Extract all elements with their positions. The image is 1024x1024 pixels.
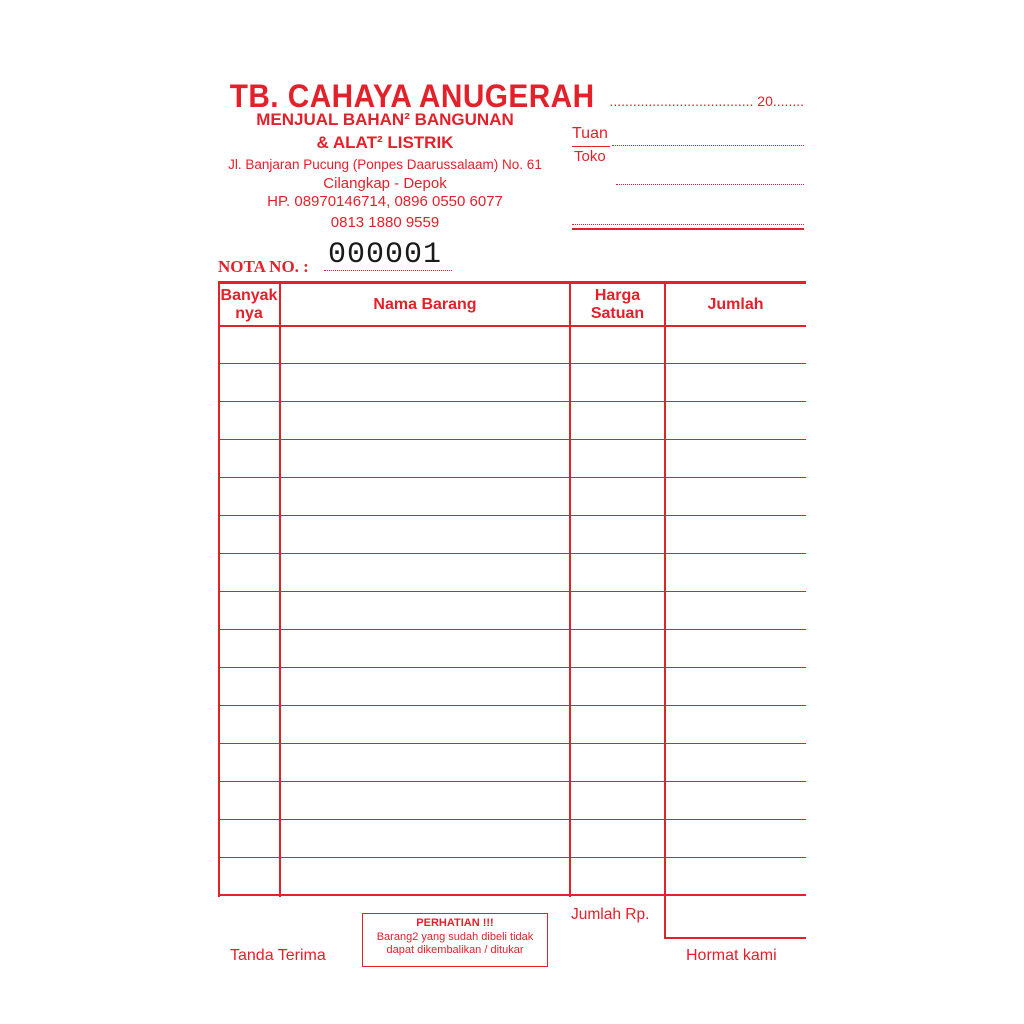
store-address: Jl. Banjaran Pucung (Ponpes Daarussalaam) No. 61 <box>228 157 542 172</box>
notice-title: PERHATIAN !!! <box>416 917 494 929</box>
col-rule-left <box>218 281 220 897</box>
row-rule <box>218 857 806 858</box>
row-rule <box>218 629 806 630</box>
row-rule <box>218 743 806 744</box>
items-table <box>218 281 806 897</box>
jumlah-box-left <box>664 895 666 938</box>
nota-label: NOTA NO. : <box>218 257 309 276</box>
notice-line-2: dapat dikembalikan / ditukar <box>386 944 524 956</box>
col-rule-qty <box>279 281 281 897</box>
row-rule <box>218 401 806 402</box>
row-rule <box>218 477 806 478</box>
jumlah-rp-label: Jumlah Rp. <box>571 906 650 923</box>
store-city: Cilangkap - Depok <box>323 175 447 192</box>
header-unit-price: Harga Satuan <box>590 287 645 322</box>
store-tagline-2: & ALAT² LISTRIK <box>316 133 454 152</box>
customer-extra-field[interactable] <box>572 224 804 225</box>
toko-label: Toko <box>574 148 606 165</box>
header-item-name: Nama Barang <box>373 296 477 313</box>
row-rule <box>218 819 806 820</box>
store-tagline-1: MENJUAL BAHAN² BANGUNAN <box>256 110 514 129</box>
header-bottom-rule <box>218 325 806 327</box>
notice-box <box>362 913 548 967</box>
header-total: Jumlah <box>707 296 764 313</box>
col-rule-item <box>569 281 571 897</box>
header-qty: Banyak nya <box>220 287 278 322</box>
table-top-rule <box>218 281 806 284</box>
row-rule <box>218 363 806 364</box>
date-field[interactable]: ..................................... 20........ <box>609 93 804 109</box>
customer-address-field[interactable] <box>616 184 804 185</box>
row-rule <box>218 553 806 554</box>
jumlah-box-bottom[interactable] <box>664 937 806 939</box>
tuan-toko-separator <box>572 146 610 147</box>
store-phone-2: 0813 1880 9559 <box>330 214 440 231</box>
row-rule <box>218 439 806 440</box>
row-rule <box>218 667 806 668</box>
table-bottom-rule <box>218 894 806 896</box>
store-phone-1: HP. 08970146714, 0896 0550 6077 <box>267 193 503 210</box>
tanda-terima-label: Tanda Terima <box>230 947 326 964</box>
hormat-kami-label: Hormat kami <box>686 947 777 964</box>
row-rule <box>218 705 806 706</box>
row-rule <box>218 781 806 782</box>
notice-body <box>363 931 547 957</box>
row-rule <box>218 591 806 592</box>
row-rule <box>218 515 806 516</box>
customer-name-field[interactable] <box>612 145 804 146</box>
nota-number: 000001 <box>328 238 443 272</box>
col-rule-price <box>664 281 666 897</box>
store-name: TB. CAHAYA ANUGERAH <box>229 78 595 114</box>
tuan-label: Tuan <box>572 125 608 142</box>
notice-line-1: Barang2 yang sudah dibeli tidak <box>376 931 534 943</box>
customer-block-rule <box>572 228 804 230</box>
